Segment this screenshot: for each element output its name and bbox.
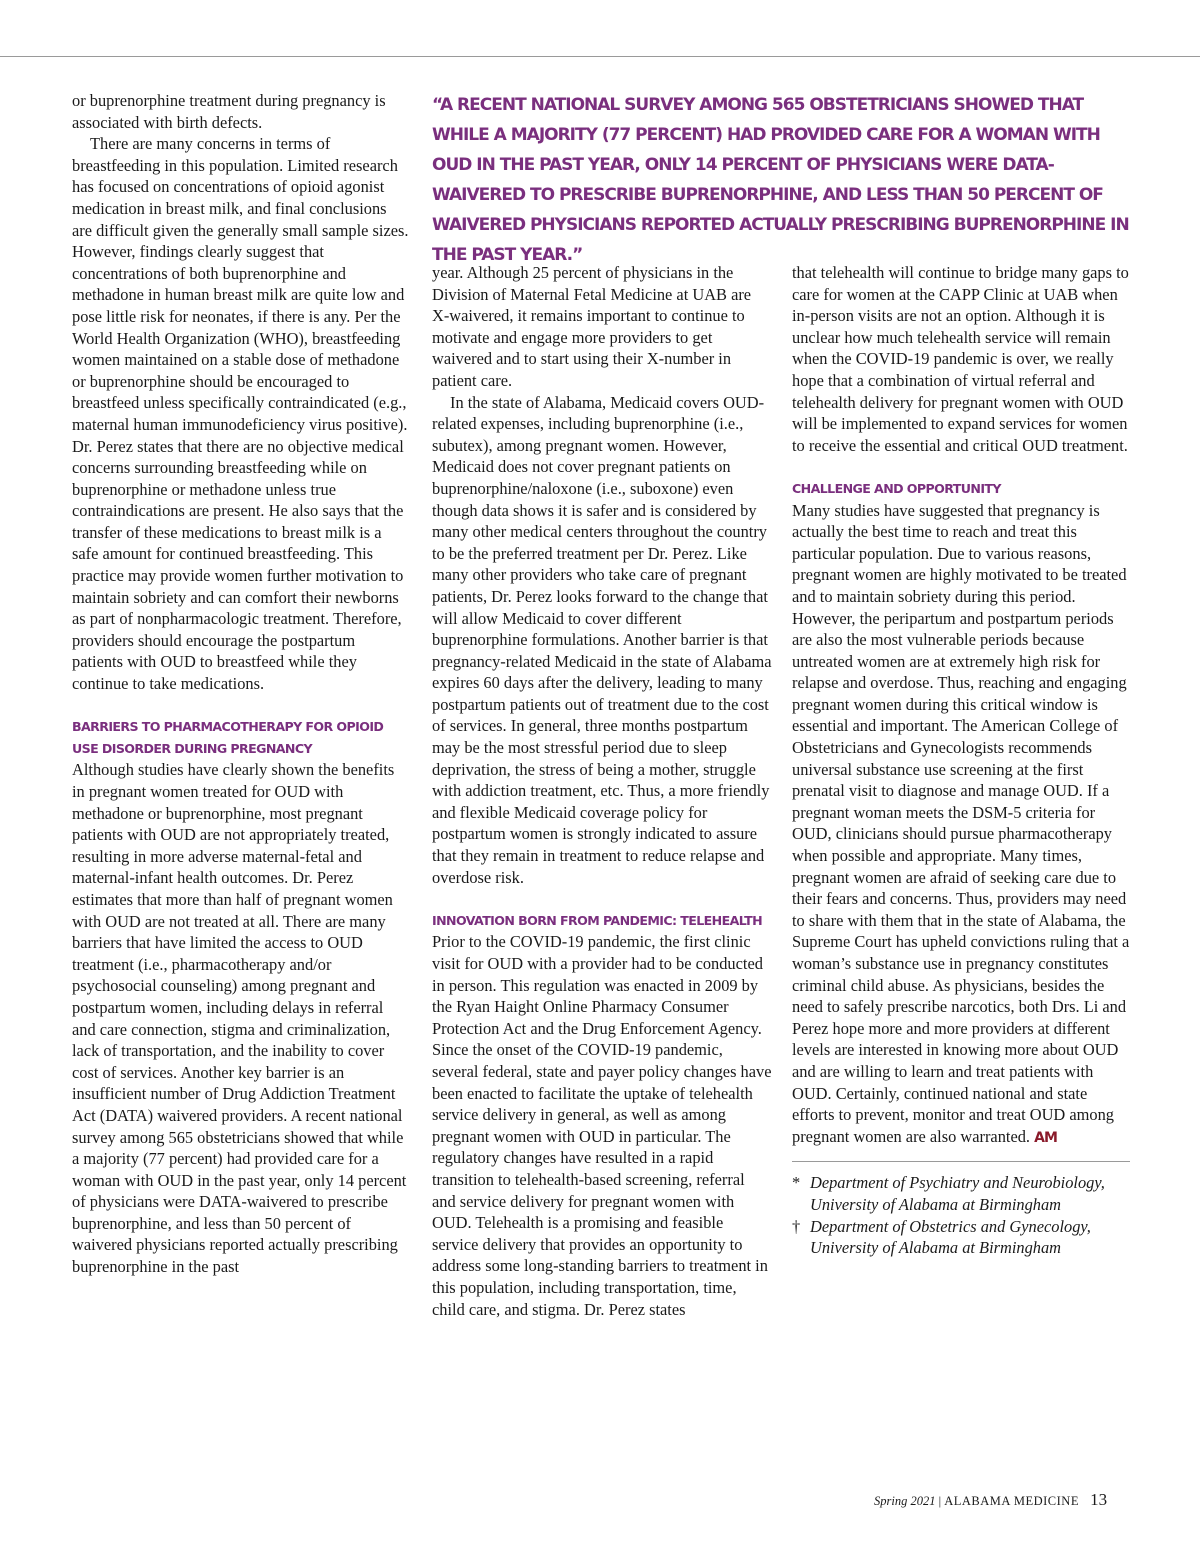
column-1 (72, 90, 410, 1278)
footer-separator: | (938, 1494, 942, 1508)
top-rule (0, 56, 1200, 57)
footnote-text: Department of Psychiatry and Neurobiology, University of Alabama at Birmingham (810, 1173, 1105, 1214)
paragraph: Although studies have clearly shown the benefits in pregnant women treated for OUD with methadone or buprenorphine, most pregnant patients with OUD are not appropriately treated, resulting in more adverse maternal-fetal and maternal-infant health outcomes. Dr. Perez estimates that more than half of pregnant women with OUD are not treated at all. There are many barriers that have limited the access to OUD treatment (i.e., pharmacotherapy and/or psychosocial counseling) among pregnant and postpartum women, including delays in referral and care connection, stigma and criminalization, lack of transportation, and the inability to cover cost of services. Another key barrier is an insufficient number of Drug Addiction Treatment Act (DATA) waivered providers. A recent national survey among 565 obstetricians showed that while a majority (77 percent) had provided care for a woman with OUD in the past year, only 14 percent of physicians were DATA-waivered to prescribe buprenorphine, and less than 50 percent of waivered physicians reported actually prescribing buprenorphine in the past (72, 760, 407, 1277)
paragraph: In the state of Alabama, Medicaid covers OUD-related expenses, including buprenorphine (i.e., subutex), among pregnant women. However, Medicaid does not cover pregnant patients on buprenorphine/naloxone (i.e., suboxone) even though data shows it is safer and is considered by many other medical centers throughout the country to be the preferred treatment per Dr. Perez. Like many other providers who take care of pregnant patients, Dr. Perez looks forward to the change that will allow Medicaid to cover different buprenorphine formulations. Another barrier is that pregnancy-related Medicaid in the state of Alabama expires 60 days after the delivery, leading to many postpartum patients out of treatment due to the cost of services. In general, three months postpartum may be the most stressful period due to sleep deprivation, the stress of being a mother, struggle with addiction treatment, etc. Thus, a more friendly and flexible Medicaid coverage policy for postpartum women is strongly indicated to assure that they remain in treatment to reduce relapse and overdose risk. (432, 392, 772, 887)
footnote-mark: * (792, 1173, 801, 1193)
footnote (792, 1216, 1130, 1259)
page-footer (874, 1490, 1107, 1510)
paragraph: that telehealth will continue to bridge many gaps to care for women at the CAPP Clinic at UAB when in-person visits are not an option. Although it is unclear how much telehealth service will remain when the COVID-19 pandemic is over, we really hope that a combination of virtual referral and telehealth delivery for pregnant women with OUD will be implemented to expand services for women to receive the essential and critical OUD treatment. (792, 263, 1129, 455)
paragraph: year. Although 25 percent of physicians in the Division of Maternal Fetal Medicine at UAB are X-waivered, it remains important to continue to motivate and engage more providers to get waivered and to start using their X-number in patient care. (432, 263, 752, 390)
section-heading: BARRIERS TO PHARMACOTHERAPY FOR OPIOID USE DISORDER DURING PREGNANCY (72, 719, 384, 756)
section-heading: INNOVATION BORN FROM PANDEMIC: TELEHEALTH (432, 912, 763, 928)
pull-quote: “A RECENT NATIONAL SURVEY AMONG 565 OBSTETRICIANS SHOWED THAT WHILE A MAJORITY (77 PERCENT) HAD PROVIDED CARE FOR A WOMAN WITH OUD IN THE PAST YEAR, ONLY 14 PERCENT OF PHYSICIANS WERE DATA-WAIVERED TO PRESCRIBE BUPRENORPHINE, AND LESS THAN 50 PERCENT OF WAIVERED PHYSICIANS REPORTED ACTUALLY PRESCRIBING BUPRENORPHINE IN THE PAST YEAR.” (432, 95, 1129, 265)
footnote-text: Department of Obstetrics and Gynecology, University of Alabama at Birmingham (810, 1216, 1091, 1258)
end-mark: AM (1034, 1129, 1057, 1146)
paragraph: There are many concerns in terms of breastfeeding in this population. Limited research has focused on concentrations of opioid agonist medication in breast milk, and final conclusions are difficult given the generally small sample sizes. However, findings clearly suggest that concentrations of both buprenorphine and methadone in human breast milk are quite low and pose little risk for neonates, if there is any. Per the World Health Organization (WHO), breastfeeding women maintained on a stable dose of methadone or buprenorphine should be encouraged to breastfeed unless specifically contraindicated (e.g., maternal human immunodeficiency virus positive). Dr. Perez states that there are no objective medical concerns surrounding breastfeeding while on buprenorphine or methadone unless true contraindications are present. He also says that the transfer of these medications to breast milk is a safe amount for continued breastfeeding. This practice may provide women further motivation to maintain sobriety and can comfort their newborns as part of nonpharmacologic treatment. Therefore, providers should encourage the postpartum patients with OUD to breastfeed while they continue to take medications. (72, 134, 409, 694)
notes-divider (792, 1161, 1130, 1162)
paragraph: Prior to the COVID-19 pandemic, the first clinic visit for OUD with a provider had to be conducted in person. This regulation was enacted in 2009 by the Ryan Haight Online Pharmacy Consumer Protection Act and the Drug Enforcement Agency. Since the onset of the COVID-19 pandemic, several federal, state and payer policy changes have been enacted to facilitate the uptake of telehealth service delivery in general, as well as among pregnant women with OUD in particular. The regulatory changes have resulted in a rapid transition to telehealth-based screening, referral and service delivery for pregnant women with OUD. Telehealth is a promising and feasible service delivery that provides an opportunity to address some long-standing barriers to treatment in this population, including transportation, time, child care, and stigma. Dr. Perez states (432, 932, 772, 1319)
page-number: 13 (1090, 1490, 1108, 1509)
footnote (792, 1172, 1130, 1215)
column-2 (432, 262, 772, 1320)
paragraph: or buprenorphine treatment during pregnancy is associated with birth defects. (72, 91, 386, 132)
paragraph (792, 500, 1130, 1150)
footer-publication: ALABAMA MEDICINE (944, 1494, 1079, 1508)
footer-season: Spring 2021 (874, 1494, 936, 1508)
column-3 (792, 262, 1130, 1259)
footnote-mark: † (792, 1216, 801, 1236)
paragraph-text: Many studies have suggested that pregnancy is actually the best time to reach and treat this particular population. Due to various reasons, pregnant women are highly motivated to be treated and to maintain sobriety during this period. However, the peripartum and postpartum periods are also the most vulnerable periods because untreated women are at extremely high risk for relapse and overdose. Thus, reaching and engaging pregnant women during this critical window is essential and important. The American College of Obstetricians and Gynecologists recommends universal substance use screening at the first prenatal visit to diagnose and manage OUD. If a pregnant woman meets the DSM-5 criteria for OUD, clinicians should pursue pharmacotherapy when possible and appropriate. Many times, pregnant women are afraid of seeking care due to their fears and concerns. Thus, providers may need to share with them that in the state of Alabama, the Supreme Court has upheld convictions ruling that a woman’s substance use in pregnancy constitutes criminal child abuse. As physicians, besides the need to safely prescribe narcotics, both Drs. Li and Perez hope more and more providers at different levels are interested in knowing more about OUD and are willing to learn and treat patients with OUD. Certainly, continued national and state efforts to prevent, monitor and treat OUD among pregnant women are also warranted. (792, 500, 1130, 1146)
section-heading: CHALLENGE AND OPPORTUNITY (792, 480, 1001, 496)
